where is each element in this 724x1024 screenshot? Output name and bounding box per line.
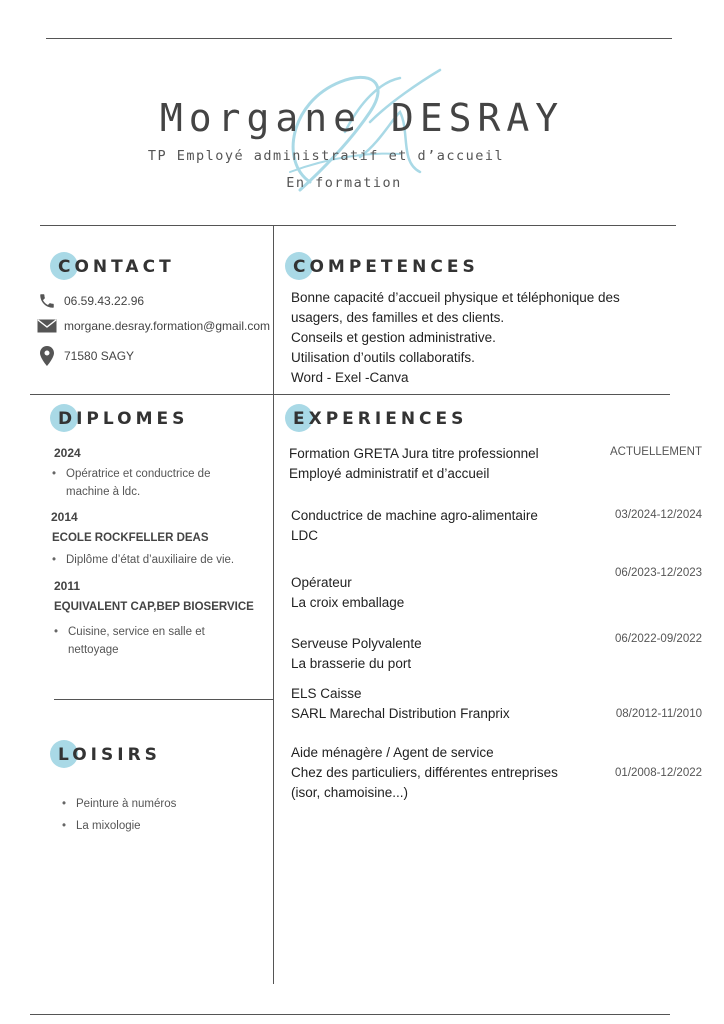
job-title: TP Employé administratif et d’accueil — [147, 148, 505, 164]
experience-item — [289, 444, 539, 484]
experience-date: ACTUELLEMENT — [609, 446, 702, 458]
experience-role: Formation GRETA Jura titre professionnel — [289, 446, 539, 461]
experience-detail: (isor, chamoisine...) — [291, 785, 409, 800]
experience-employer: La croix emballage — [291, 595, 405, 610]
diploma-year: 2014 — [51, 510, 78, 524]
email-value: morgane.desray.formation@gmail.com — [64, 319, 271, 333]
diploma-school: EQUIVALENT CAP,BEP BIOSERVICE — [54, 601, 254, 613]
experience-employer: Chez des particuliers, différentes entreprises — [291, 765, 558, 780]
competence-line: Word - Exel -Canva — [291, 370, 409, 385]
experience-role: Serveuse Polyvalente — [291, 636, 422, 651]
location-pin-icon — [36, 347, 58, 365]
contact-heading: CONTACT — [58, 253, 175, 281]
hobby-item: • Peinture à numéros — [62, 795, 176, 813]
experience-item — [291, 573, 404, 613]
hobby-item: • La mixologie — [62, 817, 141, 835]
competence-line: Conseils et gestion administrative. — [291, 330, 496, 345]
experiences-heading: EXPERIENCES — [293, 405, 467, 433]
experience-item — [291, 506, 538, 546]
phone-icon — [36, 292, 58, 310]
experience-item — [291, 743, 558, 803]
experience-date: 01/2008-12/2022 — [615, 767, 702, 779]
mail-icon — [36, 317, 58, 335]
experience-employer: LDC — [291, 528, 319, 543]
job-status: En formation — [286, 175, 402, 191]
experience-employer: La brasserie du port — [291, 656, 412, 671]
location-value: 71580 SAGY — [64, 349, 135, 363]
experience-item — [291, 684, 510, 724]
loisirs-heading: LOISIRS — [58, 741, 161, 769]
experience-role: Conductrice de machine agro-alimentaire — [291, 508, 538, 523]
diploma-detail: • Diplôme d’état d’auxiliaire de vie. — [52, 551, 276, 569]
experience-role: Aide ménagère / Agent de service — [291, 745, 494, 760]
contact-email — [36, 317, 270, 335]
top-rule — [46, 38, 672, 39]
phone-value: 06.59.43.22.96 — [64, 294, 145, 308]
competences-heading: COMPETENCES — [293, 253, 479, 281]
competence-line: usagers, des familles et des clients. — [291, 310, 505, 325]
diploma-school: ECOLE ROCKFELLER DEAS — [52, 532, 209, 544]
experience-employer: Employé administratif et d’accueil — [289, 466, 490, 481]
diplomes-heading: DIPLOMES — [58, 405, 188, 433]
candidate-name: Morgane DESRAY — [159, 96, 565, 140]
diploma-year: 2024 — [54, 446, 81, 460]
bottom-rule — [30, 1014, 670, 1015]
experience-date: 06/2022-09/2022 — [615, 633, 702, 645]
diploma-year: 2011 — [54, 579, 81, 593]
contact-bottom-rule — [30, 394, 670, 395]
competence-line: Utilisation d’outils collaboratifs. — [291, 350, 475, 365]
diplomes-bottom-rule — [54, 699, 273, 700]
experience-item — [291, 634, 422, 674]
experience-role: Opérateur — [291, 575, 352, 590]
experience-date: 03/2024-12/2024 — [615, 509, 702, 521]
diploma-detail: • Cuisine, service en salle et nettoyage — [54, 623, 268, 659]
experience-employer: SARL Marechal Distribution Franprix — [291, 706, 510, 721]
column-divider — [273, 226, 274, 984]
contact-phone — [36, 292, 144, 310]
competence-line: Bonne capacité d’accueil physique et téléphonique des — [291, 290, 620, 305]
header-rule — [40, 225, 676, 226]
experience-date: 06/2023-12/2023 — [615, 567, 702, 579]
contact-location — [36, 347, 134, 365]
experience-date: 08/2012-11/2010 — [615, 708, 702, 720]
diploma-detail: • Opératrice et conductrice de machine à ldc. — [52, 465, 266, 501]
experience-role: ELS Caisse — [291, 686, 362, 701]
